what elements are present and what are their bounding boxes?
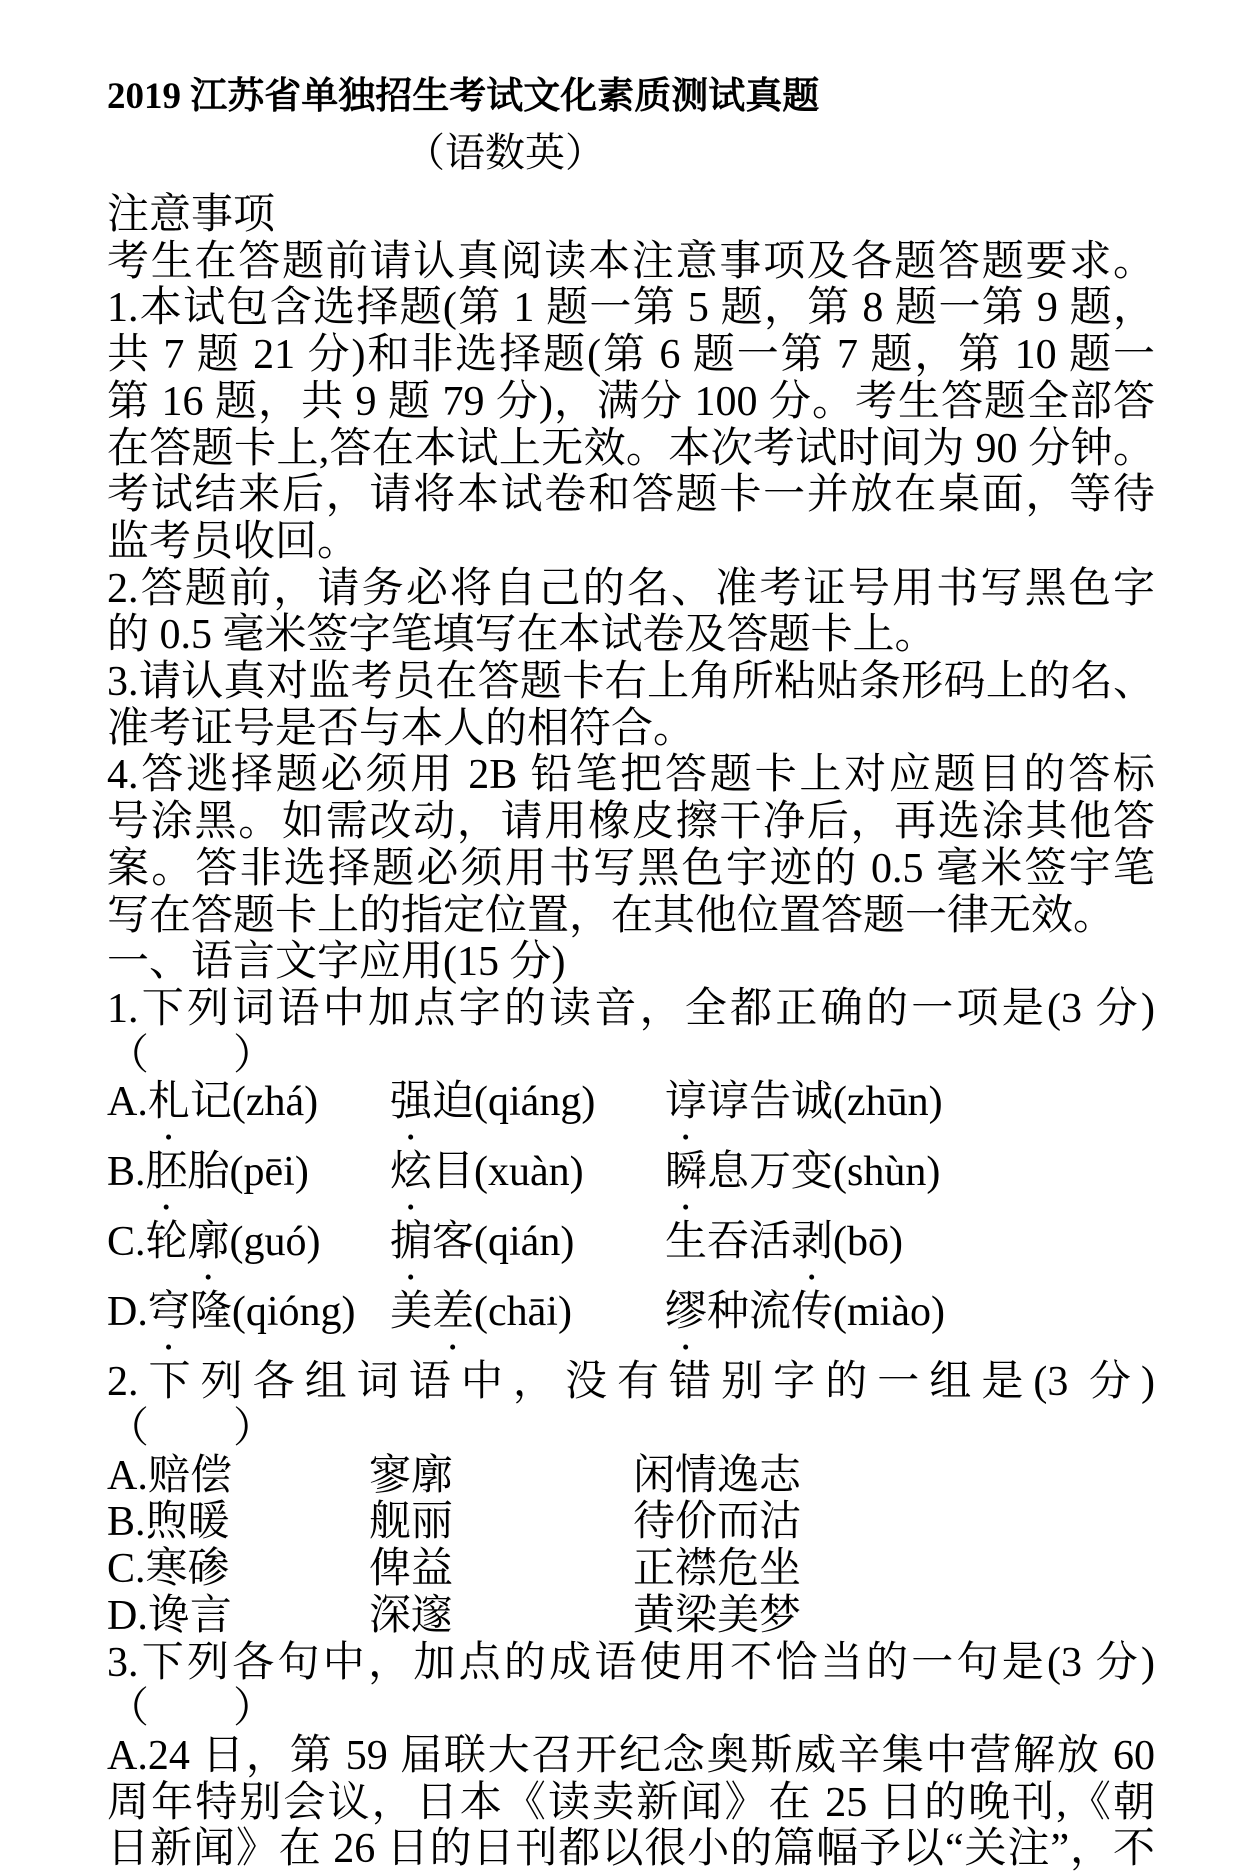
notice-line: 的 0.5 毫米签字笔填写在本试卷及答题卡上。 [107,612,937,659]
option-cell [665,1289,945,1359]
option-cell [107,1149,390,1219]
section-heading: 一、语言文字应用(15 分) [107,939,566,986]
dotted-char: 剥 [791,1219,834,1266]
dotted-char: 穹 [147,1289,190,1336]
option-cell: 俾益 [369,1546,454,1593]
dotted-char: 强 [390,1079,433,1126]
notice-line: 第 16 题，共 9 题 79 分)，满分 100 分。考生答题全部答 [107,378,1155,425]
notice-line: 共 7 题 21 分)和非选择题(第 6 题一第 7 题，第 10 题一 [107,332,1155,379]
option-text: 息万变(shùn) [707,1149,941,1196]
option-text: 记(zhá) [189,1079,319,1126]
notice-heading: 注意事项 [107,192,276,238]
option-text: 隆(qióng) [189,1289,356,1336]
answer-blank: （ ） [107,1686,276,1733]
option-text: 迫(qiáng) [432,1079,596,1126]
option-cell [390,1219,665,1289]
option-row [107,1546,1155,1593]
option-a-line: 周年特别会议，日本《读卖新闻》在 25 日的晚刊,《朝 [107,1779,1155,1826]
option-cell: B.煦暖 [107,1499,230,1546]
option-cell [665,1149,940,1219]
option-text: A. [107,1079,148,1126]
notice-line: 写在答题卡上的指定位置，在其他位置答题一律无效。 [107,892,1116,939]
dotted-char: 谆 [665,1079,708,1126]
option-cell [107,1079,390,1149]
option-row [107,1289,1155,1359]
notice-line: 2.答题前，请务必将自己的名、准考证号用书写黑色字 [107,565,1155,612]
option-text: 生吞活 [665,1219,792,1266]
option-text: 种流传(miào) [707,1289,945,1336]
option-cell: 舰丽 [369,1499,454,1546]
option-cell [107,1219,390,1289]
dotted-char: 札 [147,1079,190,1126]
option-cell: 闲情逸志 [633,1452,802,1499]
dotted-char: 掮 [390,1219,433,1266]
notice-line: 4.答逃择题必须用 2B 铅笔把答题卡上对应题目的答标 [107,752,1155,799]
question-3-stem: 3.下列各句中，加点的成语使用不恰当的一句是(3 分) [107,1639,1155,1686]
option-cell [390,1079,665,1149]
notice-line: 号涂黑。如需改动，请用橡皮擦干净后，再选涂其他答 [107,799,1155,846]
dotted-char: 缪 [665,1289,708,1336]
notice-line: 案。答非选择题必须用书写黑色宇迹的 0.5 毫米签宇笔 [107,845,1155,892]
dotted-char: 胚 [145,1149,188,1196]
option-cell [390,1149,665,1219]
dotted-char: 炫 [390,1149,433,1196]
dotted-char: 瞬 [665,1149,708,1196]
notice-line: 1.本试包含选择题(第 1 题一第 5 题，第 8 题一第 9 题， [107,285,1155,332]
document-body [107,192,1155,1873]
option-cell [107,1289,390,1359]
option-a-line: A.24 日，第 59 届联大召开纪念奥斯威辛集中营解放 60 [107,1732,1155,1779]
page-title: 2019 江苏省单独招生考试文化素质测试真题 [107,76,820,117]
option-row [107,1219,1155,1289]
option-cell: 深邃 [369,1592,454,1639]
option-text: 客(qián) [432,1219,575,1266]
option-row [107,1499,1155,1546]
answer-blank: （ ） [107,1406,276,1453]
option-cell: A.赔偿 [107,1452,232,1499]
option-text: D. [107,1289,148,1336]
option-text: 美 [390,1289,433,1336]
option-text: 谆告诚(zhūn) [707,1079,943,1126]
question-1-stem: 1.下列词语中加点字的读音，全都正确的一项是(3 分) [107,985,1155,1032]
option-text: C.轮 [107,1219,188,1266]
option-text: B. [107,1149,146,1196]
option-text: (chāi) [474,1289,572,1336]
notice-line: 3.请认真对监考员在答题卡右上角所粘贴条形码上的名、 [107,659,1155,706]
option-cell [665,1079,943,1149]
answer-blank: （ ） [107,1032,276,1079]
notice-line: 准考证号是否与本人的相符合。 [107,705,696,752]
option-text: (bō) [833,1219,904,1266]
notice-line: 在答题卡上,答在本试上无效。本次考试时间为 90 分钟。 [107,425,1155,472]
option-row [107,1593,1155,1640]
option-text: (guó) [229,1219,321,1266]
notice-line: 考试结来后，请将本试卷和答题卡一并放在桌面，等待 [107,472,1155,519]
option-text: 目(xuàn) [432,1149,584,1196]
question-2-stem: 2.下列各组词语中，没有错别字的一组是(3 分) [107,1359,1155,1406]
notice-line: 监考员收回。 [107,518,360,565]
dotted-char: 差 [432,1289,475,1336]
option-cell: D.谗言 [107,1592,232,1639]
option-text: 胎(pēi) [187,1149,309,1196]
option-cell: 黄梁美梦 [633,1592,802,1639]
option-a-line: 日新闻》在 26 日的日刊都以很小的篇幅予以“关注”，不 [107,1826,1155,1873]
option-row [107,1079,1155,1149]
option-row [107,1149,1155,1219]
option-cell [390,1289,665,1359]
option-cell: C.寒碜 [107,1546,230,1593]
option-row [107,1453,1155,1500]
option-cell: 待价而沽 [633,1499,802,1546]
option-cell: 正襟危坐 [633,1546,802,1593]
option-cell: 寥廓 [369,1452,454,1499]
option-cell [665,1219,903,1289]
notice-intro: 考生在答题前请认真阅读本注意事项及各题答题要求。 [107,238,1155,285]
dotted-char: 廓 [187,1219,230,1266]
page-subtitle: （语数英） [405,130,605,175]
